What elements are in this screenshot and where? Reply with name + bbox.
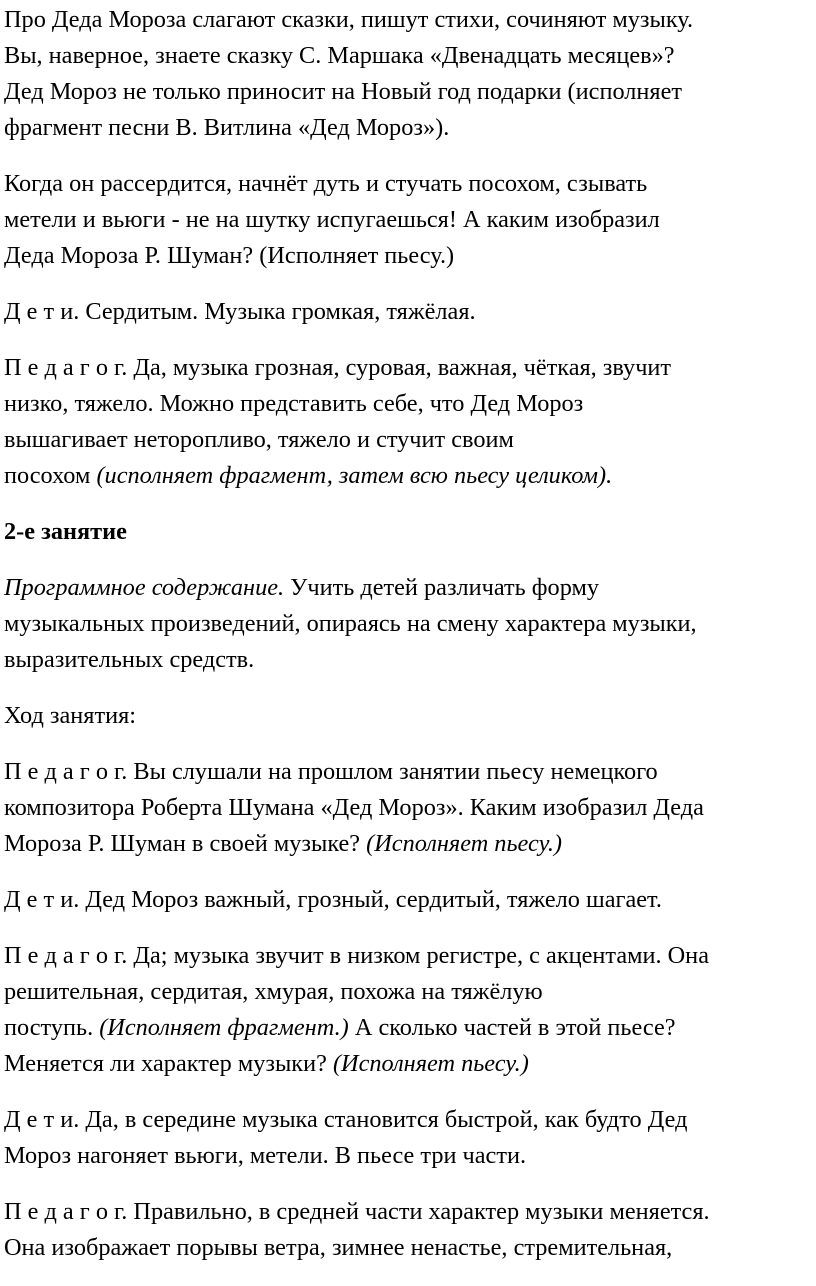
paragraph-teacher-question <box>4 754 812 862</box>
stage-direction: (исполняет фрагмент, затем всю пьесу целиком). <box>96 462 613 489</box>
dialogue-text: посохом <box>4 462 97 489</box>
text-line: Ход занятия: <box>4 702 137 729</box>
text-line <box>4 458 812 494</box>
paragraph-lesson-course <box>4 698 812 734</box>
text-line: Деда Мороза Р. Шуман? (Исполняет пьесу.) <box>4 242 455 269</box>
speaker-label: Д е т и. <box>4 298 80 325</box>
dialogue-text: Сердитым. Музыка громкая, тяжёлая. <box>79 298 476 325</box>
text-line <box>4 1046 812 1082</box>
document-page <box>4 2 812 1286</box>
stage-direction: (Исполняет пьесу.) <box>366 830 563 857</box>
paragraph-children-answer <box>4 882 812 918</box>
text-line <box>4 294 812 330</box>
dialogue-text: Меняется ли характер музыки? <box>4 1050 333 1077</box>
paragraph-story <box>4 166 812 274</box>
paragraph-intro <box>4 2 812 146</box>
paragraph-program-content <box>4 570 812 678</box>
stage-direction: (Исполняет фрагмент.) <box>99 1014 349 1041</box>
text-line: выразительных средств. <box>4 646 255 673</box>
dialogue-text: Дед Мороз важный, грозный, сердитый, тяжело шагает. <box>79 886 662 913</box>
speaker-label: Д е т и. <box>4 1106 80 1133</box>
italic-lead: Программное содержание. <box>4 574 285 601</box>
dialogue-text: Да; музыка звучит в низком регистре, с акцентами. Она <box>127 942 709 969</box>
text-line <box>4 1102 812 1138</box>
text-line <box>4 882 812 918</box>
dialogue-text: Мороза Р. Шуман в своей музыке? <box>4 830 367 857</box>
text-line <box>4 826 812 862</box>
text-line <box>4 938 812 974</box>
text-line <box>4 754 812 790</box>
text-line: Мороз нагоняет вьюги, метели. В пьесе три части. <box>4 1142 527 1169</box>
text-line: низко, тяжело. Можно представить себе, что Дед Мороз <box>4 390 584 417</box>
dialogue-text: Да, музыка грозная, суровая, важная, чёткая, звучит <box>127 354 672 381</box>
speaker-label: П е д а г о г. <box>4 1198 128 1225</box>
paragraph-children-parts <box>4 1102 812 1174</box>
text-line: решительная, сердитая, хмурая, похожа на тяжёлую <box>4 978 543 1005</box>
text-line: фрагмент песни В. Витлина «Дед Мороз»). <box>4 114 450 141</box>
text-line <box>4 570 812 606</box>
dialogue-text: Учить детей различать форму <box>284 574 600 601</box>
speaker-label: П е д а г о г. <box>4 942 128 969</box>
text-line: композитора Роберта Шумана «Дед Мороз». Каким изобразил Деда <box>4 794 704 821</box>
speaker-label: Д е т и. <box>4 886 80 913</box>
paragraph-children-reply <box>4 294 812 330</box>
text-line: Дед Мороз не только приносит на Новый год подарки (исполняет <box>4 78 682 105</box>
dialogue-text: поступь. <box>4 1014 100 1041</box>
dialogue-text: Да, в середине музыка становится быстрой, как будто Дед <box>79 1106 688 1133</box>
paragraph-teacher-explanation <box>4 938 812 1082</box>
stage-direction: (Исполняет пьесу.) <box>332 1050 529 1077</box>
speaker-label: П е д а г о г. <box>4 758 128 785</box>
text-line <box>4 1010 812 1046</box>
text-line: вышагивает неторопливо, тяжело и стучит своим <box>4 426 514 453</box>
paragraph-teacher-confirmation <box>4 1194 812 1266</box>
text-line: Про Деда Мороза слагают сказки, пишут стихи, сочиняют музыку. <box>4 6 694 33</box>
speaker-label: П е д а г о г. <box>4 354 128 381</box>
text-line: музыкальных произведений, опираясь на смену характера музыки, <box>4 610 697 637</box>
paragraph-teacher-reply <box>4 350 812 494</box>
text-line <box>4 1194 812 1230</box>
text-line: Вы, наверное, знаете сказку С. Маршака «Двенадцать месяцев»? <box>4 42 675 69</box>
dialogue-text: Вы слушали на прошлом занятии пьесу немецкого <box>127 758 658 785</box>
dialogue-text: Правильно, в средней части характер музыки меняется. <box>127 1198 710 1225</box>
text-line: Когда он рассердится, начнёт дуть и стучать посохом, сзывать <box>4 170 648 197</box>
text-line <box>4 350 812 386</box>
text-line: Она изображает порывы ветра, зимнее ненастье, стремительная, <box>4 1234 673 1261</box>
section-heading <box>4 514 812 550</box>
text-line: метели и вьюги - не на шутку испугаешься! А каким изобразил <box>4 206 660 233</box>
heading-text: 2-е занятие <box>4 518 127 545</box>
dialogue-text: А сколько частей в этой пьесе? <box>348 1014 676 1041</box>
